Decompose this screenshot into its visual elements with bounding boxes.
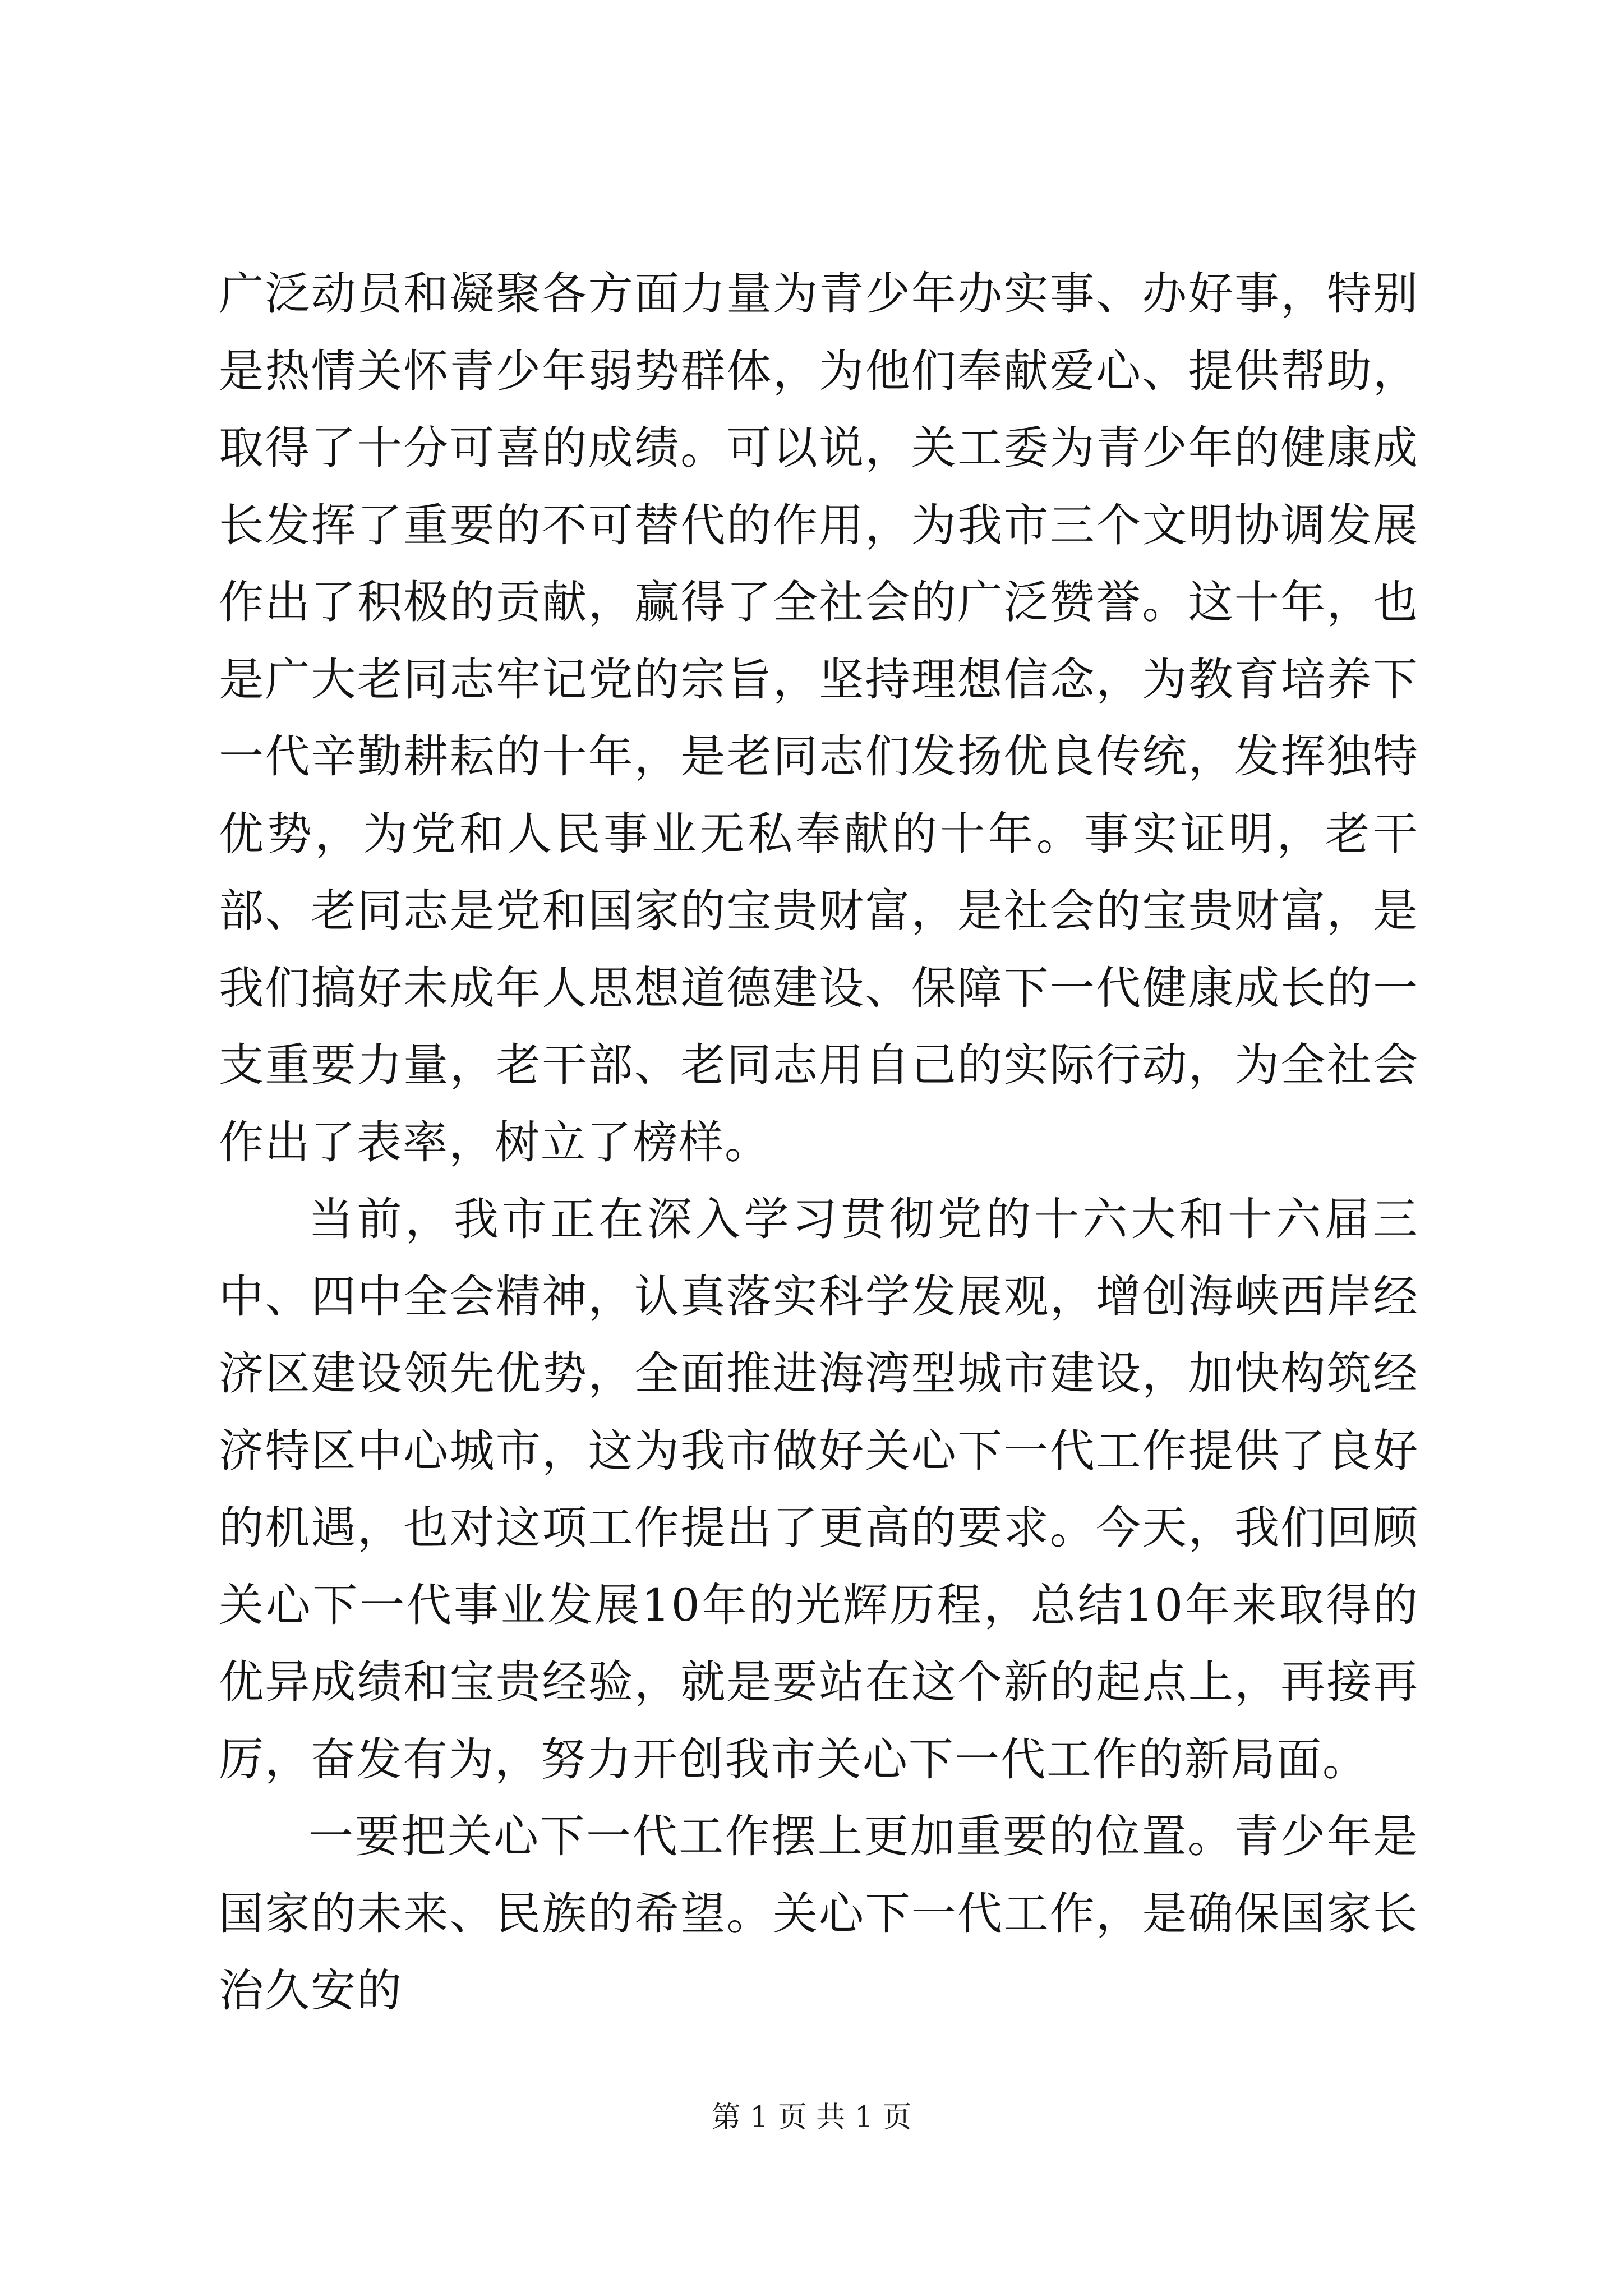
paragraph-2: 当前，我市正在深入学习贯彻党的十六大和十六届三中、四中全会精神，认真落实科学发展观，增创海峡西岸经济区建设领先优势，全面推进海湾型城市建设，加快构筑经济特区中心城市，这为我市做好关心下一代工作提供了良好的机遇，也对这项工作提出了更高的要求。今天，我们回顾关心下一代事业发展10年的光辉历程，总结10年来取得的优异成绩和宝贵经验，就是要站在这个新的起点上，再接再厉，奋发有为，努力开创我市关心下一代工作的新局面。 <box>219 1193 1419 1786</box>
document-body <box>219 255 1419 2030</box>
paragraph-3: 一要把关心下一代工作摆上更加重要的位置。青少年是国家的未来、民族的希望。关心下一代工作，是确保国家长治久安的 <box>219 1810 1419 2017</box>
page-footer: 第 1 页 共 1 页 <box>711 2101 912 2134</box>
paragraph-1: 广泛动员和凝聚各方面力量为青少年办实事、办好事，特别是热情关怀青少年弱势群体，为他们奉献爱心、提供帮助，取得了十分可喜的成绩。可以说，关工委为青少年的健康成长发挥了重要的不可替代的作用，为我市三个文明协调发展作出了积极的贡献，赢得了全社会的广泛赞誉。这十年，也是广大老同志牢记党的宗旨，坚持理想信念，为教育培养下一代辛勤耕耘的十年，是老同志们发扬优良传统，发挥独特优势，为党和人民事业无私奉献的十年。事实证明，老干部、老同志是党和国家的宝贵财富，是社会的宝贵财富，是我们搞好未成年人思想道德建设、保障下一代健康成长的一支重要力量，老干部、老同志用自己的实际行动，为全社会作出了表率，树立了榜样。 <box>219 268 1419 1168</box>
